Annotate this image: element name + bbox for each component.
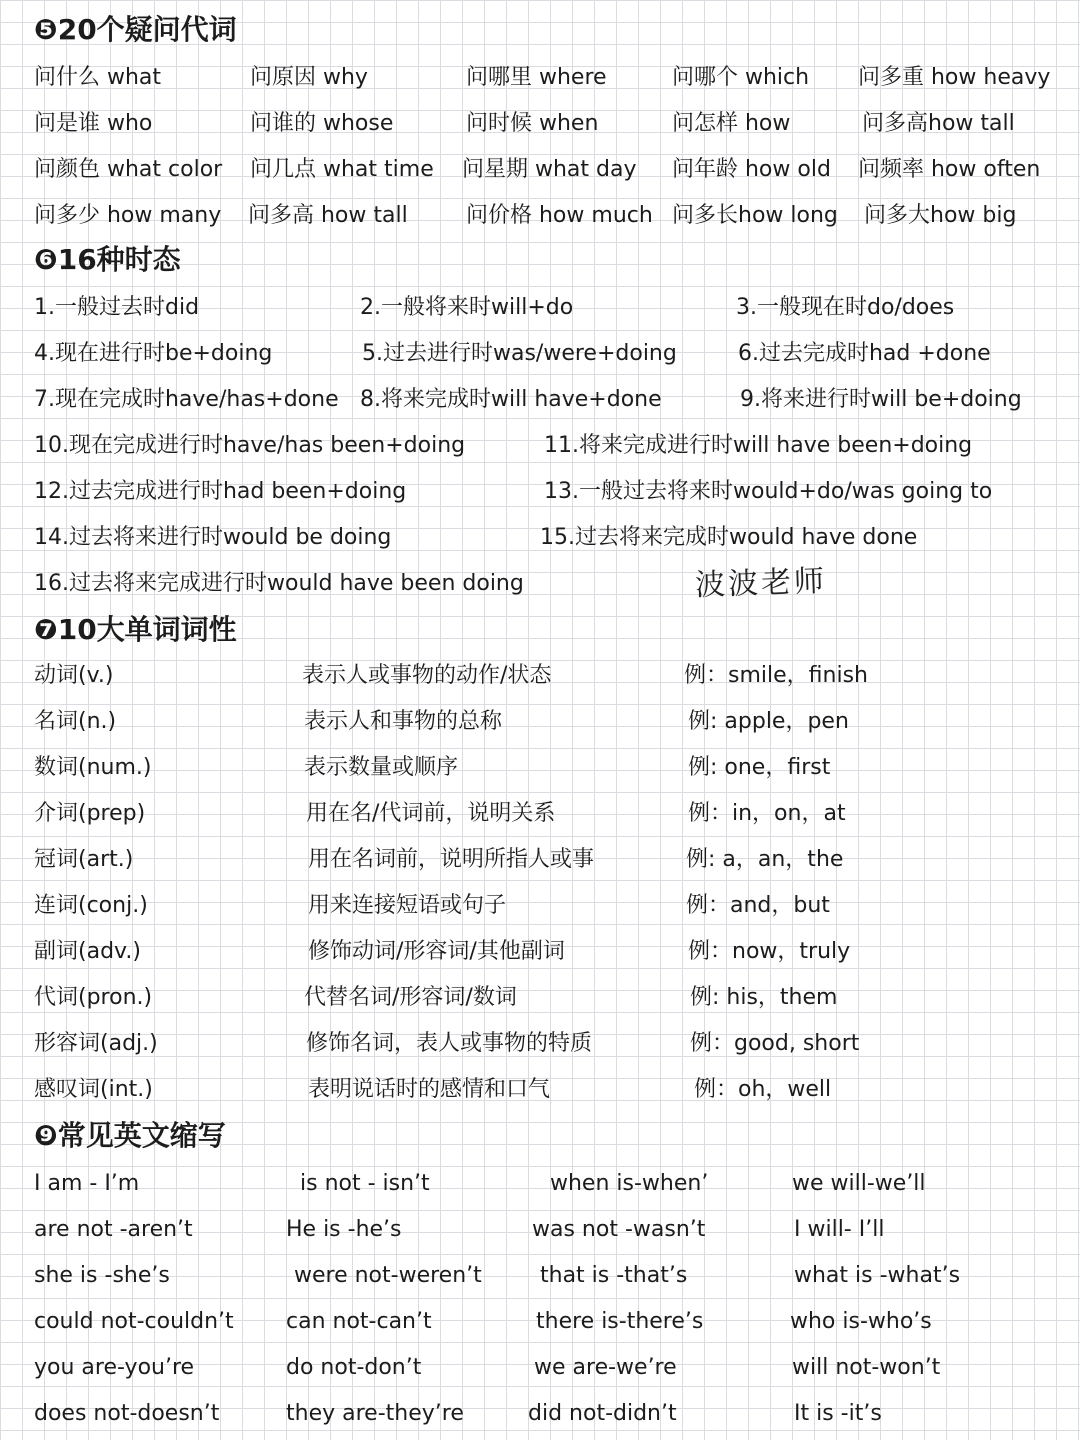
contraction-item: does not-doesn’t (34, 1401, 220, 1426)
pos-name: 介词(prep) (34, 801, 146, 826)
pos-description: 用来连接短语或句子 (308, 893, 507, 918)
pos-example: 例：in，on，at (688, 801, 846, 826)
tense-item: 2.一般将来时will+do (360, 295, 574, 320)
contraction-item: that is -that’s (540, 1263, 688, 1288)
contraction-item: I will- I’ll (794, 1217, 885, 1242)
interrogative-item: 问什么 what (34, 65, 162, 90)
pos-description: 表示人和事物的总称 (304, 709, 503, 734)
contraction-item: when is-when’ (550, 1171, 709, 1196)
interrogative-item: 问价格 how much (466, 203, 653, 228)
interrogative-item: 问颜色 what color (34, 157, 223, 182)
interrogative-item: 问星期 what day (462, 157, 637, 182)
pos-description: 表示人或事物的动作/状态 (302, 663, 552, 688)
contraction-item: they are-they’re (286, 1401, 464, 1426)
interrogative-item: 问哪里 where (466, 65, 607, 90)
interrogative-item: 问是谁 who (34, 111, 153, 136)
pos-name: 数词(num.) (34, 755, 152, 780)
contraction-item: I am - I’m (34, 1171, 140, 1196)
interrogative-item: 问原因 why (250, 65, 368, 90)
interrogative-item: 问多高 how tall (248, 203, 408, 228)
pos-description: 用在名词前，说明所指人或事 (308, 847, 595, 872)
contraction-item: was not -wasn’t (532, 1217, 706, 1242)
section-title-tenses: ❻16种时态 (34, 243, 181, 276)
section-title-interrogatives: ❺20个疑问代词 (34, 13, 237, 46)
contraction-item: you are-you’re (34, 1355, 195, 1380)
pos-description: 代替名词/形容词/数词 (304, 985, 517, 1010)
contraction-item: did not-didn’t (528, 1401, 677, 1426)
interrogative-item: 问多重 how heavy (858, 65, 1051, 90)
pos-description: 修饰动词/形容词/其他副词 (308, 939, 565, 964)
tense-item: 11.将来完成进行时will have been+doing (544, 433, 973, 458)
interrogative-item: 问怎样 how (672, 111, 791, 136)
pos-example: 例：now，truly (688, 939, 851, 964)
contraction-item: is not - isn’t (300, 1171, 430, 1196)
tense-item: 6.过去完成时had +done (738, 341, 991, 366)
interrogative-item: 问谁的 whose (250, 111, 394, 136)
contraction-item: we are-we’re (534, 1355, 677, 1380)
pos-name: 名词(n.) (34, 709, 117, 734)
pos-name: 冠词(art.) (34, 847, 134, 872)
contraction-item: what is -what’s (794, 1263, 961, 1288)
tense-item: 4.现在进行时be+doing (34, 341, 273, 366)
tense-item: 7.现在完成时have/has+done (34, 387, 339, 412)
section-title-contractions: ❾常见英文缩写 (34, 1119, 226, 1152)
tense-item: 3.一般现在时do/does (736, 295, 955, 320)
tense-item: 5.过去进行时was/were+doing (362, 341, 677, 366)
contraction-item: could not-couldn’t (34, 1309, 234, 1334)
tense-item: 16.过去将来完成进行时would have been doing (34, 571, 524, 596)
contraction-item: she is -she’s (34, 1263, 170, 1288)
section-title-parts-of-speech: ❼10大单词词性 (34, 613, 237, 646)
pos-name: 代词(pron.) (34, 985, 153, 1010)
interrogative-item: 问多少 how many (34, 203, 222, 228)
contraction-item: we will-we’ll (792, 1171, 926, 1196)
pos-name: 动词(v.) (34, 663, 114, 688)
contraction-item: can not-can’t (286, 1309, 432, 1334)
interrogative-item: 问哪个 which (672, 65, 810, 90)
pos-description: 表示数量或顺序 (304, 755, 459, 780)
pos-example: 例: one，first (688, 755, 831, 780)
contraction-item: He is -he’s (286, 1217, 402, 1242)
interrogative-item: 问时候 when (466, 111, 599, 136)
tense-item: 8.将来完成时will have+done (360, 387, 662, 412)
contraction-item: do not-don’t (286, 1355, 422, 1380)
interrogative-item: 问年龄 how old (672, 157, 831, 182)
pos-description: 表明说话时的感情和口气 (308, 1077, 551, 1102)
interrogative-item: 问多高how tall (862, 111, 1015, 136)
interrogative-item: 问多长how long (672, 203, 838, 228)
pos-example: 例：good, short (690, 1031, 860, 1056)
pos-description: 修饰名词，表人或事物的特质 (306, 1031, 593, 1056)
pos-name: 副词(adv.) (34, 939, 141, 964)
signature: 波波老师 (694, 563, 828, 604)
tense-item: 14.过去将来进行时would be doing (34, 525, 392, 550)
pos-name: 感叹词(int.) (34, 1077, 153, 1102)
interrogative-item: 问几点 what time (250, 157, 434, 182)
pos-example: 例: his，them (690, 985, 838, 1010)
contraction-item: are not -aren’t (34, 1217, 193, 1242)
pos-example: 例：oh，well (694, 1077, 832, 1102)
interrogative-item: 问多大how big (864, 203, 1017, 228)
contraction-item: who is-who’s (790, 1309, 932, 1334)
tense-item: 12.过去完成进行时had been+doing (34, 479, 407, 504)
tense-item: 9.将来进行时will be+doing (740, 387, 1022, 412)
pos-name: 形容词(adj.) (34, 1031, 158, 1056)
tense-item: 13.一般过去将来时would+do/was going to (544, 479, 993, 504)
pos-example: 例: apple，pen (688, 709, 849, 734)
contraction-item: there is-there’s (536, 1309, 704, 1334)
pos-example: 例: a，an，the (686, 847, 844, 872)
contraction-item: were not-weren’t (294, 1263, 482, 1288)
pos-example: 例：smile，finish (684, 663, 868, 688)
contraction-item: It is -it’s (794, 1401, 882, 1426)
pos-example: 例：and，but (686, 893, 830, 918)
tense-item: 10.现在完成进行时have/has been+doing (34, 433, 466, 458)
interrogative-item: 问频率 how often (858, 157, 1041, 182)
tense-item: 15.过去将来完成时would have done (540, 525, 918, 550)
tense-item: 1.一般过去时did (34, 295, 200, 320)
pos-name: 连词(conj.) (34, 893, 148, 918)
contraction-item: will not-won’t (792, 1355, 941, 1380)
pos-description: 用在名/代词前，说明关系 (306, 801, 556, 826)
